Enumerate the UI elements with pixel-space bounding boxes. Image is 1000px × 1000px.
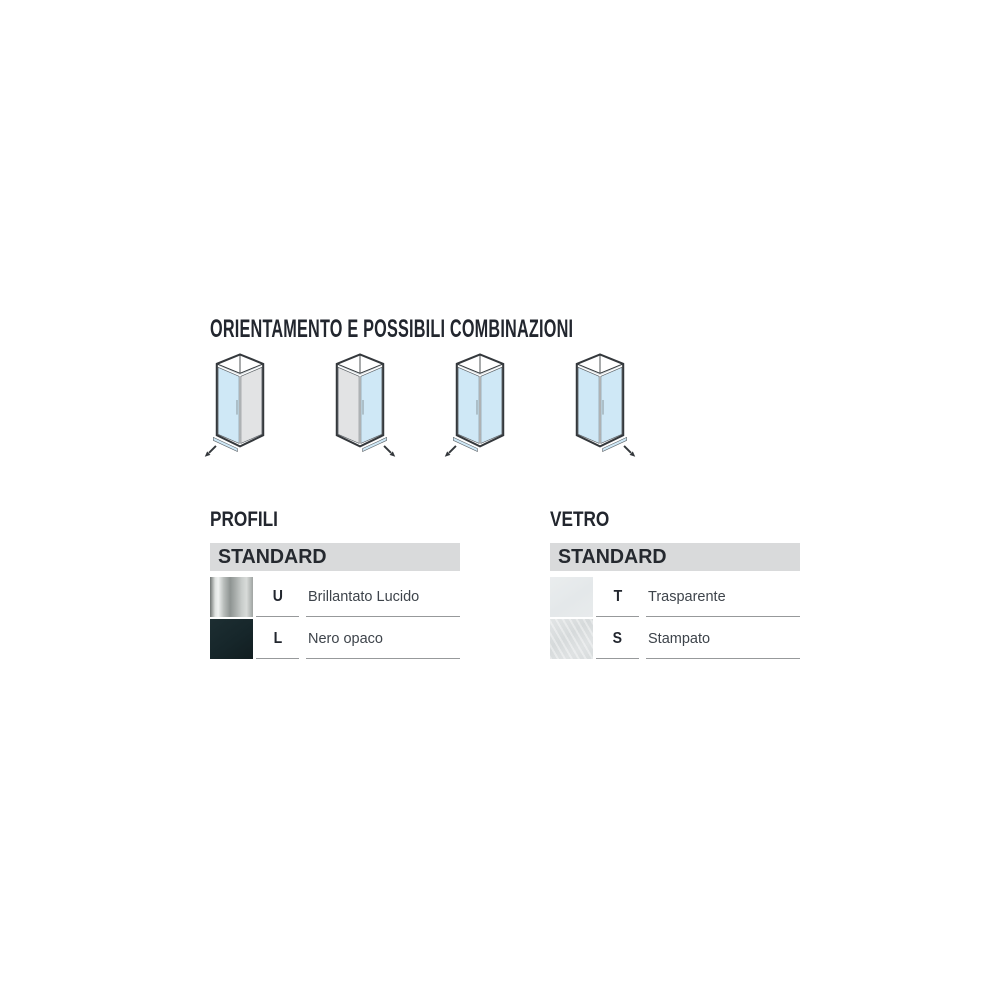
vetro-title: VETRO: [550, 508, 610, 531]
orientation-diagrams: [203, 351, 637, 461]
cabin-door-right-glass-both: [563, 351, 637, 461]
vetro-standard-header: STANDARD: [550, 543, 800, 571]
cabin-door-right-fixed-left: [323, 351, 397, 461]
section-title-text: ORIENTAMENTO E POSSIBILI COMBINAZIONI: [210, 315, 574, 343]
table-row: [550, 577, 800, 617]
cabin-diagram: [323, 351, 397, 461]
cabin-door-left-fixed-right: [203, 351, 277, 461]
finish-code: L: [256, 619, 299, 659]
profili-rows: [210, 577, 460, 659]
cabin-diagram: [443, 351, 517, 461]
finish-swatch-black: [210, 619, 253, 659]
finish-label: Nero opaco: [306, 619, 460, 659]
table-row: [550, 619, 800, 659]
glass-swatch-printed: [550, 619, 593, 659]
profili-standard-header: STANDARD: [210, 543, 460, 571]
finish-swatch-chrome: [210, 577, 253, 617]
glass-swatch-clear: [550, 577, 593, 617]
glass-code: S: [596, 619, 639, 659]
vetro-rows: [550, 577, 800, 659]
vetro-table: [550, 510, 800, 661]
glass-label: Trasparente: [646, 577, 800, 617]
cabin-diagram: [203, 351, 277, 461]
profili-title: PROFILI: [210, 508, 278, 531]
section-title: [210, 315, 769, 344]
glass-label: Stampato: [646, 619, 800, 659]
glass-code: T: [596, 577, 639, 617]
profili-table: [210, 510, 460, 661]
cabin-diagram: [563, 351, 637, 461]
finish-label: Brillantato Lucido: [306, 577, 460, 617]
table-row: [210, 619, 460, 659]
finish-code: U: [256, 577, 299, 617]
cabin-door-left-glass-both: [443, 351, 517, 461]
table-row: [210, 577, 460, 617]
